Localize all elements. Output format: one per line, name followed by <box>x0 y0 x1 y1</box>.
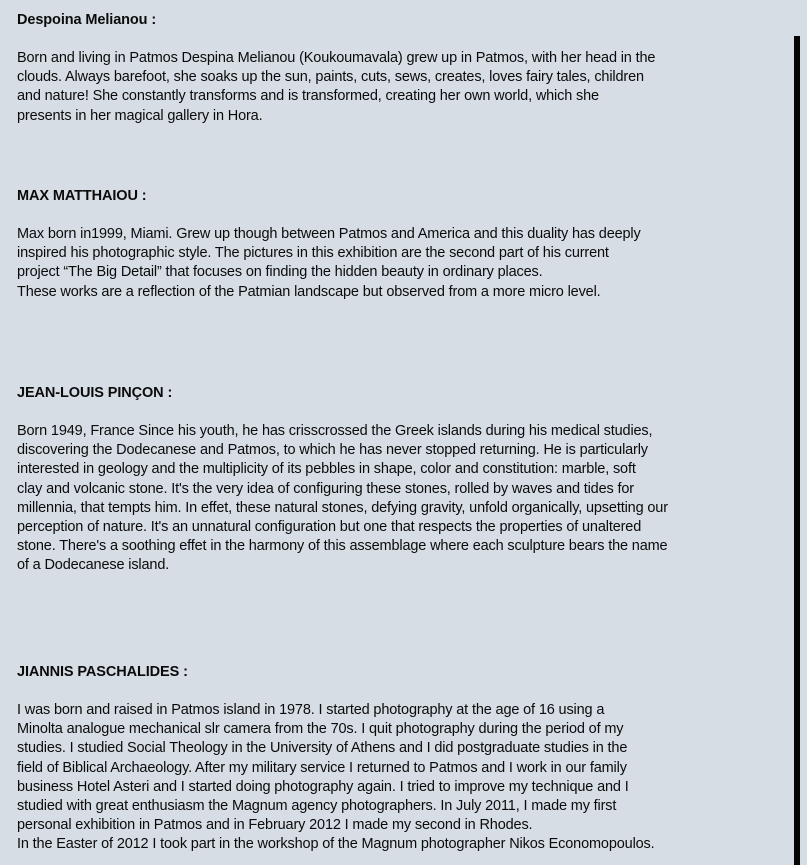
bio-line: interested in geology and the multiplicity of its pebbles in shape, color and constitution: marble, soft <box>17 461 636 478</box>
bio-line: presents in her magical gallery in Hora. <box>17 107 263 124</box>
bio-line: of a Dodecanese island. <box>17 557 170 574</box>
bio-line: Minolta analogue mechanical slr camera from the 70s. I quit photography during the period of my <box>17 721 624 738</box>
bio-line: field of Biblical Archaeology. After my military service I returned to Patmos and I work in our family <box>17 759 627 776</box>
bio-line: Born and living in Patmos Despina Melianou (Koukoumavala) grew up in Patmos, with her head in the <box>17 50 656 66</box>
artist-name: JEAN-LOUIS PINÇON : <box>17 385 173 401</box>
bio-line: discovering the Dodecanese and Patmos, to which he has never stopped returning. He is particularly <box>17 442 648 459</box>
bio-line: stone. There's a soothing effet in the harmony of this assemblage where each sculpture bears the name <box>17 538 668 555</box>
artist-section-matthaiou <box>17 187 641 302</box>
vertical-divider-line <box>794 36 800 865</box>
artist-section-melianou <box>17 11 655 126</box>
artist-name: Despoina Melianou : <box>17 12 157 28</box>
bio-line: Born 1949, France Since his youth, he has crisscrossed the Greek islands during his medical studies, <box>17 423 653 439</box>
artist-section-pincon <box>17 384 668 576</box>
bio-line: In the Easter of 2012 I took part in the workshop of the Magnum photographer Nikos Economopoulos. <box>17 836 655 853</box>
bio-line: inspired his photographic style. The pictures in this exhibition are the second part of his current <box>17 245 609 262</box>
bio-line: studies. I studied Social Theology in the University of Athens and I did postgraduate studies in the <box>17 740 628 757</box>
artist-bio <box>17 701 655 855</box>
bio-line: business Hotel Asteri and I started doing photography again. I tried to improve my technique and I <box>17 778 629 795</box>
bio-line: project “The Big Detail” that focuses on finding the hidden beauty in ordinary places. <box>17 264 543 281</box>
artist-bio <box>17 225 641 302</box>
bio-line: clouds. Always barefoot, she soaks up the sun, paints, cuts, sews, creates, loves fairy tales, children <box>17 69 644 86</box>
artist-name: JIANNIS PASCHALIDES : <box>17 664 188 680</box>
bio-line: millennia, that tempts him. In effet, these natural stones, defying gravity, unfold organically, upsetting our <box>17 499 668 516</box>
bio-line: clay and volcanic stone. It's the very idea of configuring these stones, rolled by waves and tides for <box>17 480 634 497</box>
bio-line: personal exhibition in Patmos and in February 2012 I made my second in Rhodes. <box>17 817 533 834</box>
bio-line: I was born and raised in Patmos island in 1978. I started photography at the age of 16 using a <box>17 702 605 718</box>
bio-line: These works are a reflection of the Patmian landscape but observed from a more micro level. <box>17 283 601 300</box>
artist-name: MAX MATTHAIOU : <box>17 188 147 204</box>
artist-bio <box>17 422 668 576</box>
bio-line: studied with great enthusiasm the Magnum agency photographers. In July 2011, I made my first <box>17 798 617 815</box>
artist-bio <box>17 49 655 126</box>
artist-section-paschalides <box>17 663 655 855</box>
bio-line: perception of nature. It's an unnatural configuration but one that respects the properties of unaltered <box>17 519 642 536</box>
bio-line: Max born in1999, Miami. Grew up though between Patmos and America and this duality has deeply <box>17 226 641 242</box>
bio-line: and nature! She constantly transforms and is transformed, creating her own world, which she <box>17 88 599 105</box>
